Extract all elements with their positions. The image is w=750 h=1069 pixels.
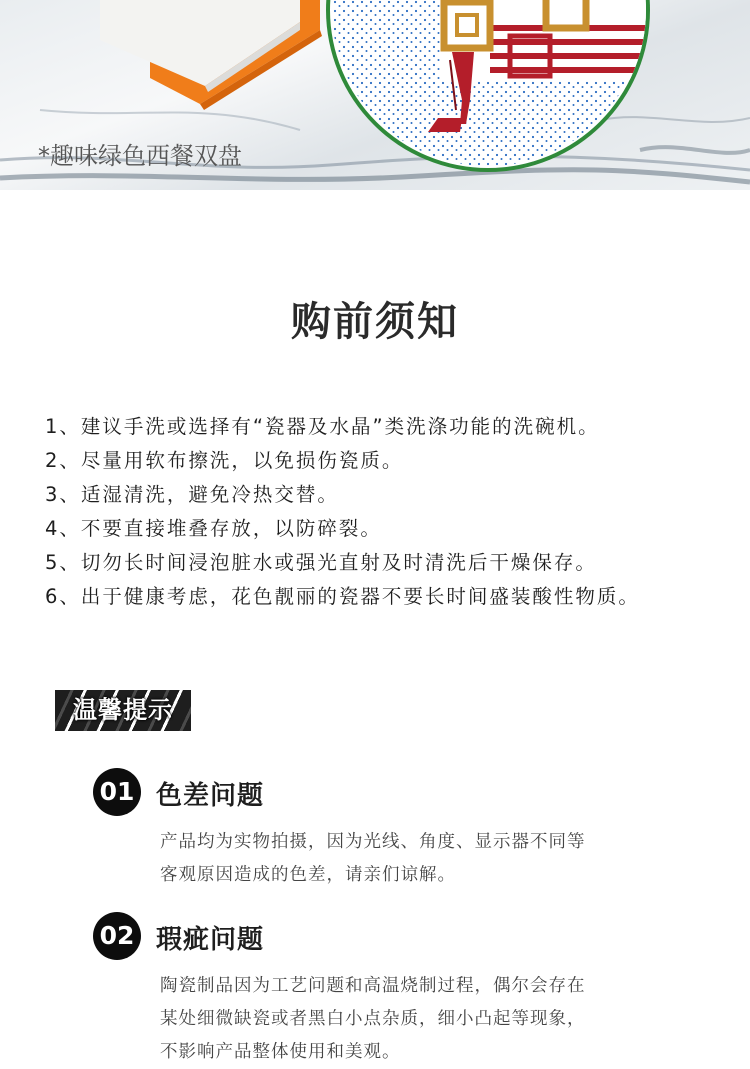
tips-badge	[55, 690, 191, 731]
tip-number-badge: 02	[93, 912, 141, 960]
tip-body	[160, 826, 680, 892]
tip-line: 产品均为实物拍摄，因为光线、角度、显示器不同等	[160, 832, 586, 852]
notice-heading: 购前须知	[291, 299, 459, 345]
plate	[326, 0, 660, 172]
tip-line: 客观原因造成的色差，请亲们谅解。	[160, 865, 456, 885]
tip-line: 不影响产品整体使用和美观。	[160, 1042, 401, 1062]
notice-list	[45, 410, 745, 614]
notice-item: 6、出于健康考虑，花色靓丽的瓷器不要长时间盛装酸性物质。	[45, 585, 640, 608]
notice-item: 3、适湿清洗，避免冷热交替。	[45, 483, 339, 506]
notice-item: 1、建议手洗或选择有“瓷器及水晶”类洗涤功能的洗碗机。	[45, 415, 600, 438]
tip-number-badge: 01	[93, 768, 141, 816]
tip-title: 瑕疵问题	[156, 925, 265, 955]
photo-caption: *趣味绿色西餐双盘	[38, 142, 242, 170]
notice-item: 2、尽量用软布擦洗，以免损伤瓷质。	[45, 449, 404, 472]
tip-body	[160, 970, 680, 1069]
tips-badge-label: 温馨提示	[73, 696, 173, 724]
tip-line: 陶瓷制品因为工艺问题和高温烧制过程，偶尔会存在	[160, 976, 586, 996]
notice-item: 4、不要直接堆叠存放，以防碎裂。	[45, 517, 382, 540]
tip-line: 某处细微缺瓷或者黑白小点杂质，细小凸起等现象，	[160, 1009, 586, 1029]
notice-item: 5、切勿长时间浸泡脏水或强光直射及时清洗后干燥保存。	[45, 551, 597, 574]
product-photo	[0, 0, 750, 190]
gift-box	[100, 0, 322, 110]
tip-title: 色差问题	[156, 781, 265, 811]
